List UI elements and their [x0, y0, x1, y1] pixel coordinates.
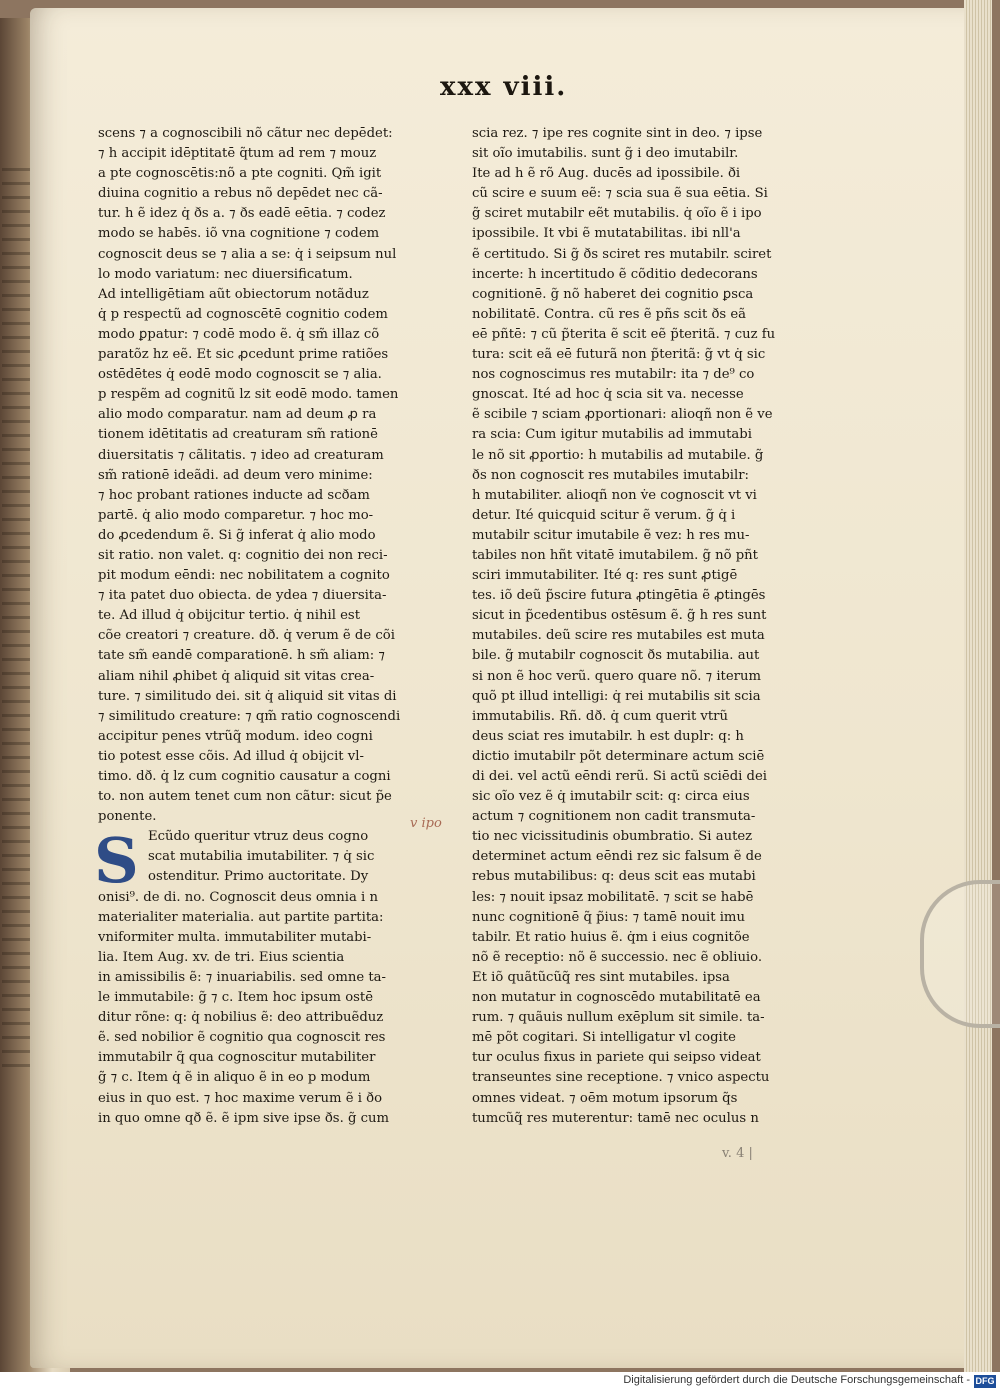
text-line: les: ⁊ nouit ipsaz mobilitatē. ⁊ scit se habē	[472, 889, 754, 905]
text-line: sic oĩo vez ẽ q̇ imutabilr scit: q: circa eius	[472, 789, 750, 805]
text-line: non mutatur in cognoscēdo mutabilitatē ea	[472, 990, 761, 1006]
text-line: Ecũdo queritur vtruz deus cogno	[148, 829, 369, 845]
text-line: paratõz hz eẽ. Et sic ꝓcedunt prime ratiões	[98, 347, 389, 363]
text-line: g̃ ⁊ c. Item q̇ ẽ in aliquo ẽ in eo p modum	[98, 1070, 371, 1086]
text-line: te. Ad illud q̇ obijcitur tertio. q̇ nihil est	[98, 608, 360, 624]
text-line: tionem idētitatis ad creaturam sm̃ rationē	[98, 427, 378, 443]
text-line: vniformiter multa. immutabiliter mutabi-	[98, 929, 372, 945]
text-line: mutabilr scitur imutabile ẽ vez: h res mu-	[472, 527, 750, 543]
text-line: le nõ sit ꝓportio: h mutabilis ad mutabile. g̃	[472, 447, 764, 463]
text-line: immutabilr q̃ qua cognoscitur mutabiliter	[98, 1050, 376, 1066]
facing-page-text	[2, 168, 32, 1068]
text-line: ⁊ hoc probant rationes inducte ad scðam	[98, 487, 370, 503]
text-line: do ꝓcedendum ẽ. Si g̃ inferat q̇ alio modo	[98, 527, 376, 543]
text-line: di dei. vel actũ eēndi rerũ. Si actũ sciēdi dei	[472, 769, 768, 784]
text-line: ðs non cognoscit res mutabiles imutabilr:	[472, 467, 749, 483]
text-line: dictio imutabilr põt determinare actum sciē	[472, 748, 765, 764]
text-line: Ad intelligētiam aũt obiectorum notãduz	[98, 286, 369, 302]
left-column	[98, 124, 458, 1129]
text-line: ẽ scibile ⁊ sciam ꝓportionari: alioqñ non ẽ ve	[472, 407, 773, 423]
text-line: determinet actum eēndi rez sic falsum ẽ de	[472, 849, 762, 865]
text-line: accipitur penes vtrũq̃ modum. ideo cogni	[98, 728, 373, 744]
text-line: lo modo variatum: nec diuersificatum.	[98, 266, 353, 282]
text-line: ipossibile. It vbi ẽ mutatabilitas. ibi nll'a	[472, 226, 741, 242]
text-line: p respẽm ad cognitũ lz sit eodē modo. tamen	[98, 387, 399, 403]
text-line: ⁊ ita patet duo obiecta. de ydea ⁊ diuersita-	[98, 588, 387, 604]
text-line: ture. ⁊ similitudo dei. sit q̇ aliquid sit vitas di	[98, 688, 397, 704]
text-line: pit modum eēndi: nec nobilitatem a cognito	[98, 568, 390, 584]
text-line: modo se habēs. iõ vna cognitione ⁊ codem	[98, 226, 380, 242]
text-line: eius in quo est. ⁊ hoc maxime verum ẽ i ðo	[98, 1090, 383, 1106]
text-line: omnes videat. ⁊ oēm motum ipsorum q̃s	[472, 1090, 738, 1106]
text-line: transeuntes sine receptione. ⁊ vnico aspectu	[472, 1070, 770, 1086]
text-line: tumcũq̃ res muterentur: tamē nec oculus n	[472, 1110, 759, 1126]
text-line: tur. h ẽ idez q̇ ðs a. ⁊ ðs eadē eētia. ⁊ codez	[98, 206, 386, 222]
text-line: nõ ẽ receptio: nõ ẽ successio. nec ẽ obliuio.	[472, 949, 763, 965]
footer-credit: Digitalisierung gefördert durch die Deutsche Forschungsgemeinschaft -	[623, 1374, 970, 1386]
text-line: Ite ad h ẽ rõ Aug. ducēs ad ipossibile. ði	[472, 166, 741, 182]
text-line: bile. g̃ mutabilr cognoscit ðs mutabilia. aut	[472, 648, 760, 664]
text-line: incerte: h incertitudo ẽ cõditio dedecorans	[472, 266, 758, 282]
text-line: deus sciat res imutabilr. h est duplr: q: h	[472, 728, 744, 744]
text-line: cõe creatori ⁊ creature. dð. q̇ verum ẽ de cõi	[98, 628, 395, 644]
text-line: Et iõ quãtũcũq̃ res sint mutabiles. ipsa	[472, 969, 730, 985]
text-line: partē. q̇ alio modo comparetur. ⁊ hoc mo-	[98, 507, 374, 523]
text-line: tabilr. Et ratio huius ẽ. q̇m i eius cognitõe	[472, 929, 750, 945]
text-line: quõ pt illud intelligi: q̇ rei mutabilis sit scia	[472, 688, 761, 704]
text-line: tio nec vicissitudinis obumbratio. Si autez	[472, 829, 753, 845]
right-column	[472, 124, 842, 1129]
text-line: a pte cognoscētis:nõ a pte cogniti. Qm̃ igit	[98, 166, 382, 182]
text-line: ⁊ h accipit idēptitatē q̃tum ad rem ⁊ mouz	[98, 146, 377, 162]
text-line: detur. Ité quicquid scitur ẽ verum. g̃ q̇ i	[472, 507, 736, 523]
text-line: ponente.	[98, 809, 157, 825]
dfg-logo: DFG	[975, 1376, 995, 1386]
text-line: gnoscat. Ité ad hoc q̇ scia sit va. necesse	[472, 387, 744, 403]
text-line: nunc cognitionē q̃ p̃ius: ⁊ tamē nouit imu	[472, 909, 745, 925]
text-line: alio modo comparatur. nam ad deum ꝓ ra	[98, 407, 377, 423]
text-line: sicut in p̃cedentibus ostēsum ẽ. g̃ h res sunt	[472, 608, 767, 624]
text-line: diuina cognitio a rebus nõ depēdet nec cã-	[98, 186, 383, 202]
text-line: rum. ⁊ quãuis nullum exēplum sit simile. ta-	[472, 1010, 765, 1026]
text-line: si non ẽ hoc verũ. quero quare nõ. ⁊ iterum	[472, 668, 761, 684]
text-line: ẽ. sed nobilior ẽ cognitio qua cognoscit res	[98, 1030, 386, 1046]
text-line: tio potest esse cõis. Ad illud q̇ obijcit vl-	[98, 748, 364, 764]
text-line: scat mutabilia imutabiliter. ⁊ q̇ sic	[148, 849, 375, 865]
pencil-note: v. 4 |	[722, 1146, 753, 1161]
text-line: ⁊ similitudo creature: ⁊ qm̃ ratio cognoscendi	[98, 708, 401, 724]
text-line: ostēdētes q̇ eodē modo cognoscit se ⁊ alia.	[98, 367, 382, 383]
text-line: to. non autem tenet cum non cãtur: sicut p̃e	[98, 789, 392, 805]
text-line: in amissibilis ẽ: ⁊ inuariabilis. sed omne ta-	[98, 969, 386, 985]
text-line: cũ scire e suum eẽ: ⁊ scia sua ẽ sua eētia. Si	[472, 186, 768, 202]
text-line: nobilitatē. Contra. cũ res ẽ pñs scit ðs eã	[472, 306, 747, 322]
page-block-edges	[964, 0, 992, 1372]
text-line: aliam nihil ꝓhibet q̇ aliquid sit vitas crea-	[98, 668, 375, 684]
initial-letter: S	[94, 824, 139, 897]
text-line: q̇ p respectũ ad cognoscētē cognitio codem	[98, 306, 388, 322]
text-line: sciri immutabiliter. Ité q: res sunt ꝓtigē	[472, 568, 738, 584]
text-line: onisi⁹. de di. no. Cognoscit deus omnia i n	[98, 889, 378, 905]
text-line: cognoscit deus se ⁊ alia a se: q̇ i seipsum nul	[98, 246, 397, 262]
margin-note: v ipo	[410, 816, 442, 831]
text-line: timo. dð. q̇ lz cum cognitio causatur a cogni	[98, 769, 391, 784]
text-line: sm̃ rationē ideãdi. ad deum vero minime:	[98, 467, 373, 483]
text-line: cognitionē. g̃ nõ haberet dei cognitio ꝑsca	[472, 286, 754, 302]
text-line: scens ⁊ a cognoscibili nõ cãtur nec depēdet:	[98, 126, 393, 141]
text-line: mē põt cogitari. Si intelligatur vl cogite	[472, 1030, 736, 1046]
text-line: diuersitatis ⁊ cãlitatis. ⁊ ideo ad creaturam	[98, 447, 384, 463]
text-line: tabiles non hñt vitatē imutabilem. g̃ nõ pñt	[472, 547, 758, 563]
footer-bar	[0, 1372, 1000, 1391]
folio-number: xxx viii.	[440, 72, 568, 102]
text-line: scia rez. ⁊ ipe res cognite sint in deo. ⁊ ipse	[472, 126, 763, 141]
text-line: immutabilis. Rñ. dð. q̇ cum querit vtrũ	[472, 708, 728, 724]
text-line: rebus mutabilibus: q: deus scit eas mutabi	[472, 869, 756, 885]
text-line: ẽ certitudo. Si g̃ ðs sciret res mutabilr. sciret	[472, 246, 772, 262]
text-line: ditur rõne: q: q̇ nobilius ẽ: deo attribuẽduz	[98, 1010, 384, 1026]
text-line: sit oĩo imutabilis. sunt g̃ i deo imutabilr.	[472, 146, 739, 162]
text-line: materialiter materialia. aut partite partita:	[98, 909, 384, 925]
text-line: eē pñtē: ⁊ cũ p̃terita ẽ scit eẽ p̃teritã. ⁊ cuz fu	[472, 326, 776, 342]
text-line: ra scia: Cum igitur mutabilis ad immutabi	[472, 427, 752, 443]
text-line: mutabiles. deũ scire res mutabiles est muta	[472, 628, 765, 644]
text-line: g̃ sciret mutabilr eẽt mutabilis. q̇ oĩo ẽ i ipo	[472, 206, 762, 222]
text-line: tes. iõ deũ p̃scire futura ꝓtingētia ẽ ꝓtingēs	[472, 588, 766, 604]
text-line: tur oculus fixus in pariete qui seipso videat	[472, 1050, 761, 1066]
text-line: lia. Item Aug. xv. de tri. Eius scientia	[98, 949, 345, 965]
text-line: h mutabiliter. alioqñ non v̇e cognoscit vt vi	[472, 487, 757, 503]
text-line: le immutabile: g̃ ⁊ c. Item hoc ipsum ostē	[98, 990, 374, 1006]
text-line: in quo omne qð ẽ. ẽ ipm sive ipse ðs. g̃ cum	[98, 1110, 389, 1126]
text-line: tate sm̃ eandē comparationē. h sm̃ aliam: ⁊	[98, 648, 385, 664]
text-line: nos cognoscimus res mutabilr: ita ⁊ de⁹ co	[472, 367, 755, 383]
text-line: sit ratio. non valet. q: cognitio dei non reci-	[98, 547, 388, 563]
text-line: tura: scit eã eē futurã non p̃teritã: g̃ vt q̇ sic	[472, 347, 766, 363]
text-line: modo ꝑpatur: ⁊ codē modo ẽ. q̇ sm̃ illaz cõ	[98, 326, 380, 342]
text-line: ostenditur. Primo auctoritate. Dy	[148, 869, 369, 885]
text-line: actum ⁊ cognitionem non cadit transmuta-	[472, 809, 756, 825]
